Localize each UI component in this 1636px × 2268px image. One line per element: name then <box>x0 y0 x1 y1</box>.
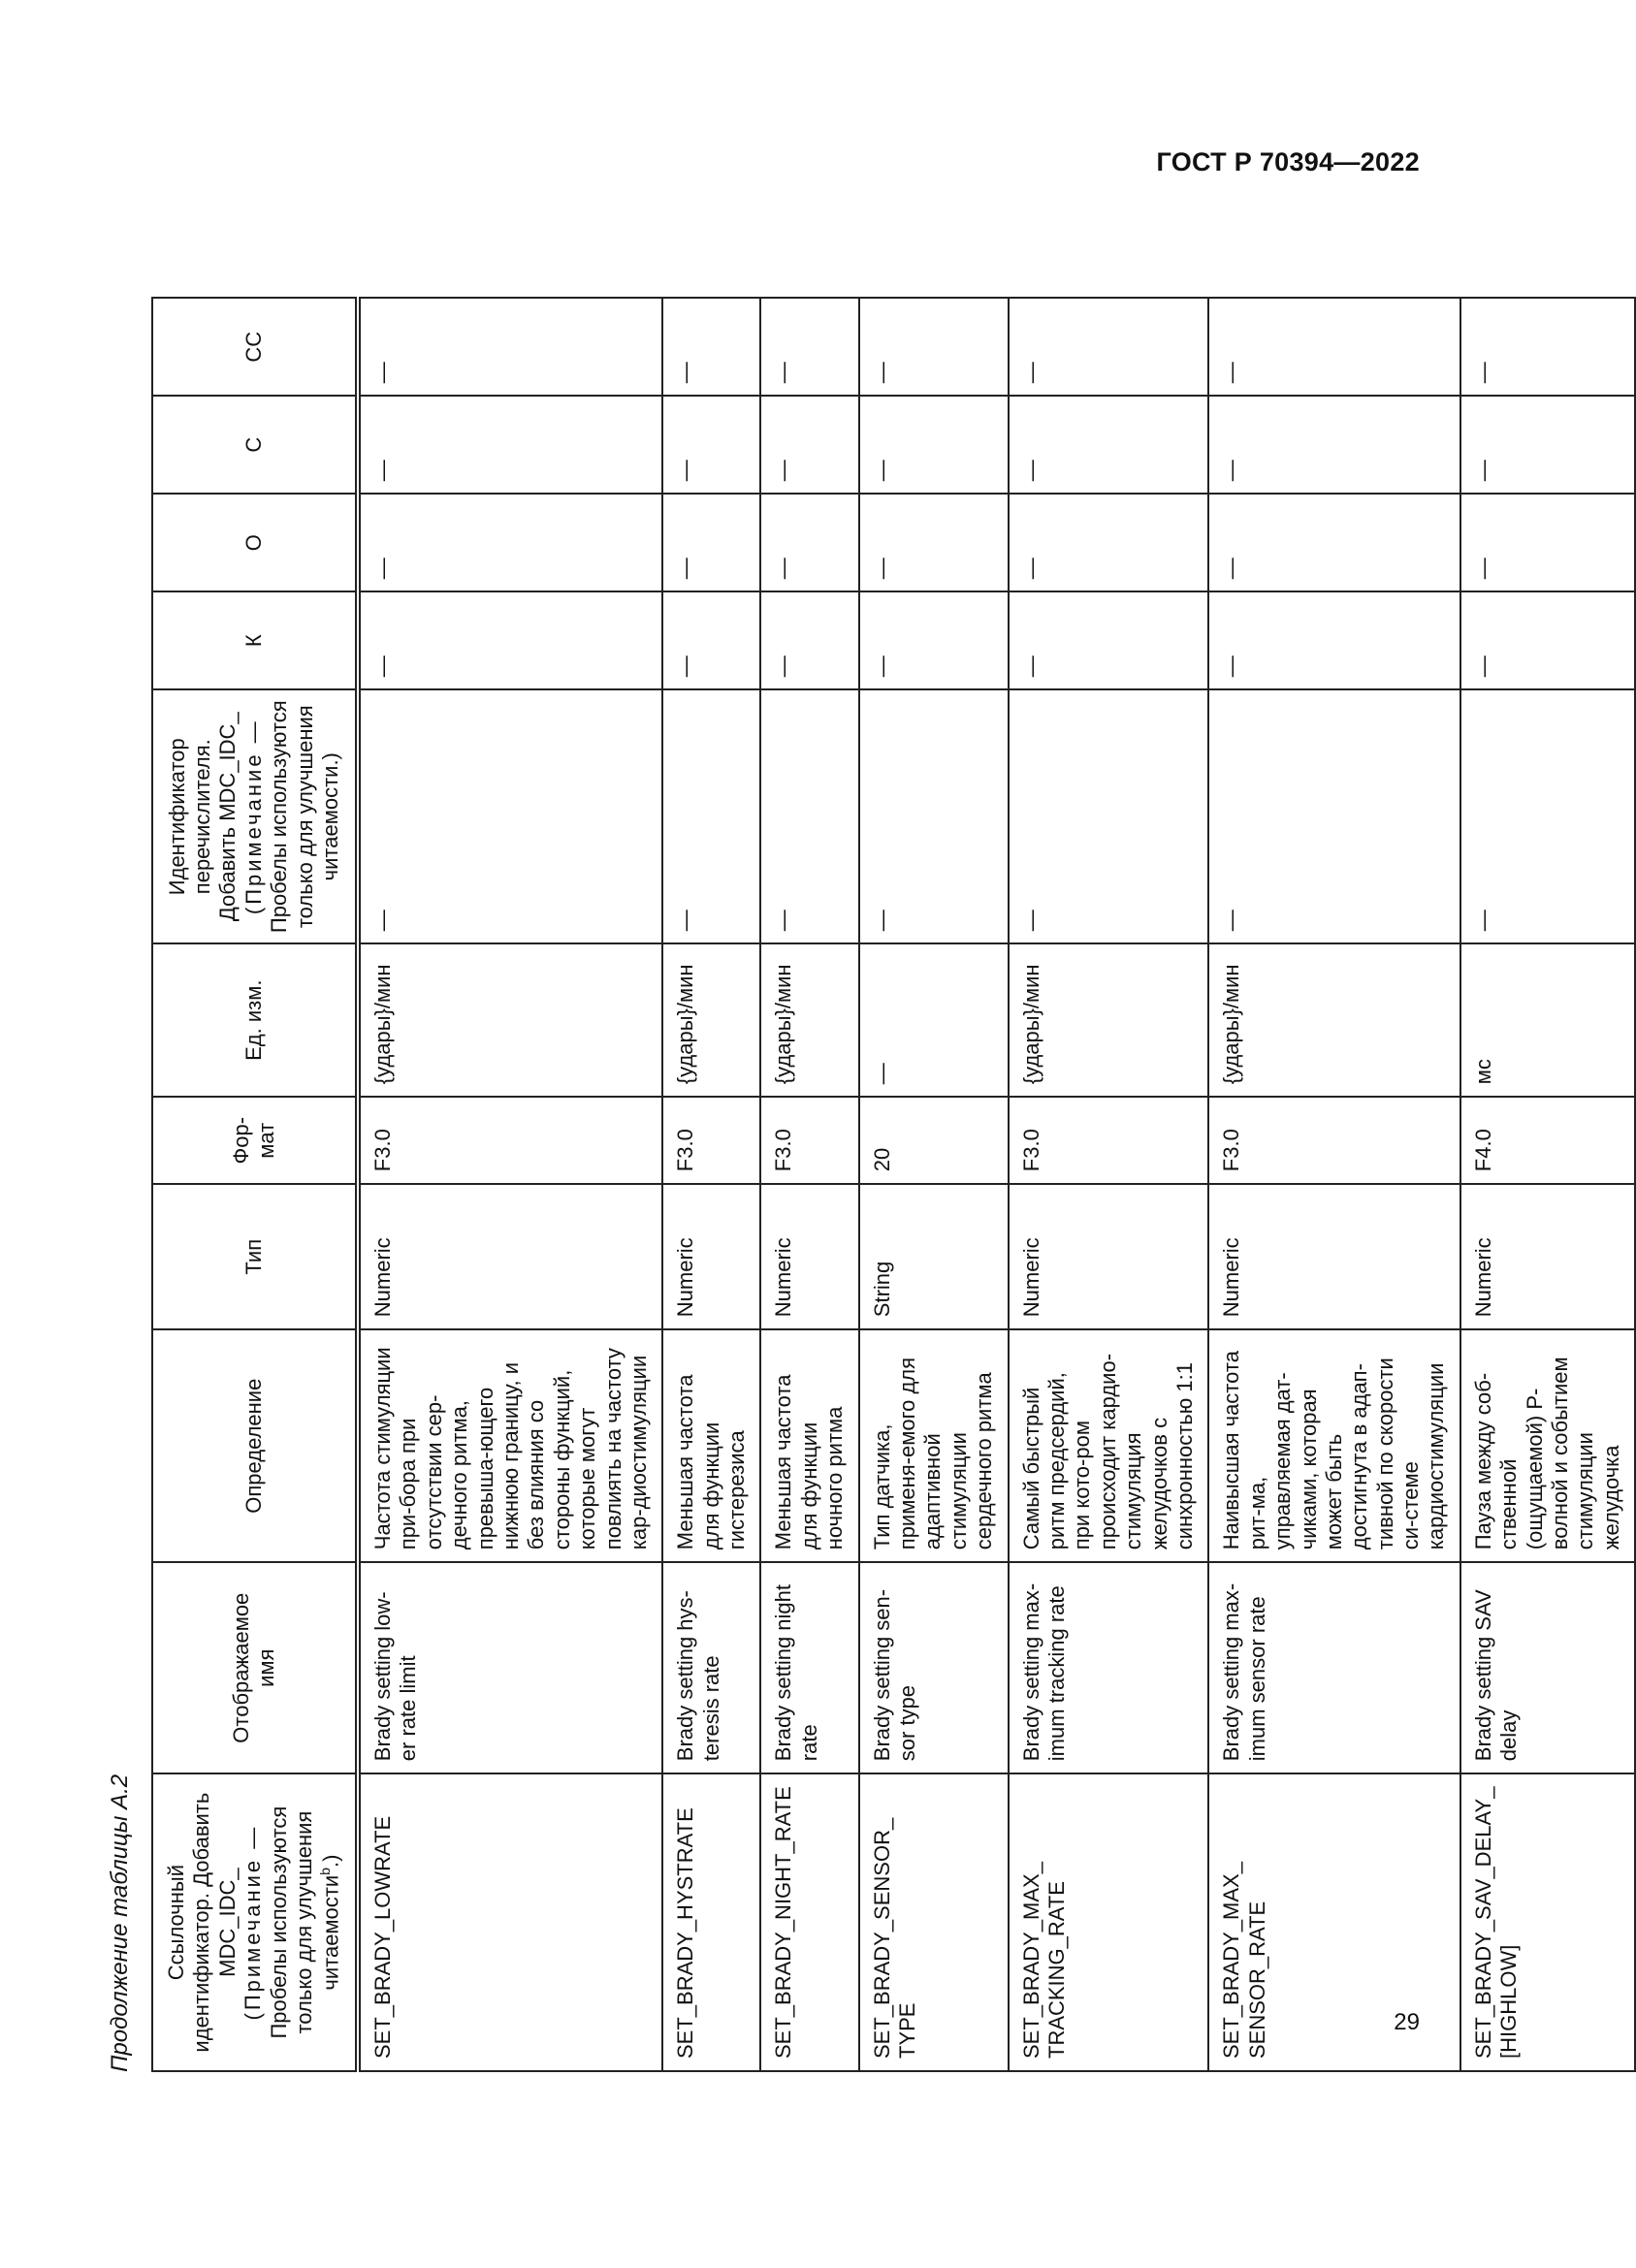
cell-c: — <box>662 396 760 494</box>
cell-format: F4.0 <box>1460 1097 1635 1184</box>
cell-k: — <box>760 591 858 689</box>
cell-k: — <box>1460 591 1635 689</box>
cell-enum-id: — <box>662 689 760 943</box>
cell-definition: Наивысшая частота рит-ма, управляемая дат-чиками, которая может быть достигнута в адап-тивной по скорости си-стеме кардиостимуляции <box>1208 1329 1460 1562</box>
cell-enum-id: — <box>1208 689 1460 943</box>
cell-c: — <box>1460 396 1635 494</box>
cell-format: F3.0 <box>358 1097 662 1184</box>
header-definition: Определение <box>152 1329 358 1562</box>
cell-definition: Частота стимуляции при-бора при отсутствии сер-дечного ритма, превыша-ющего нижнюю границу, и без влияния со стороны функций, которые могут повлиять на частоту кар-диостимуляции <box>358 1329 662 1562</box>
cell-ref-id: SET_BRADY_HYSTRATE <box>662 1773 760 2071</box>
cell-units: {удары}/мин <box>760 943 858 1097</box>
cell-ref-id: SET_BRADY_NIGHT_RATE <box>760 1773 858 2071</box>
table-row <box>859 298 1009 2071</box>
cell-format: F3.0 <box>662 1097 760 1184</box>
cell-ref-id: SET_BRADY_MAX_ SENSOR_RATE <box>1208 1773 1460 2071</box>
cell-enum-id: — <box>859 689 1009 943</box>
cell-c: — <box>760 396 858 494</box>
cell-definition: Тип датчика, применя-емого для адаптивной стимуляции сердечного ритма <box>859 1329 1009 1562</box>
cell-o: — <box>1009 494 1209 591</box>
table-row <box>662 298 760 2071</box>
cell-units: {удары}/мин <box>1009 943 1209 1097</box>
table-caption: Продолжение таблицы А.2 <box>107 1773 133 2072</box>
cell-type: Numeric <box>1460 1184 1635 1329</box>
cell-type: Numeric <box>760 1184 858 1329</box>
cell-units: {удары}/мин <box>1208 943 1460 1097</box>
cell-c: — <box>358 396 662 494</box>
cell-display-name: Brady setting hys-teresis rate <box>662 1562 760 1773</box>
cell-c: — <box>1208 396 1460 494</box>
cell-type: Numeric <box>1208 1184 1460 1329</box>
cell-type: Numeric <box>358 1184 662 1329</box>
cell-definition: Пауза между соб-ственной (ощущаемой) Р-волной и событием стимуляции желудочка <box>1460 1329 1635 1562</box>
cell-k: — <box>859 591 1009 689</box>
cell-display-name: Brady setting max-imum tracking rate <box>1009 1562 1209 1773</box>
cell-cc: — <box>1208 298 1460 396</box>
cell-ref-id: SET_BRADY_SENSOR_ TYPE <box>859 1773 1009 2071</box>
cell-cc: — <box>760 298 858 396</box>
parameters-table <box>151 297 1636 2072</box>
cell-cc: — <box>358 298 662 396</box>
header-k: К <box>152 591 358 689</box>
cell-o: — <box>760 494 858 591</box>
cell-format: 20 <box>859 1097 1009 1184</box>
header-type: Тип <box>152 1184 358 1329</box>
cell-format: F3.0 <box>1208 1097 1460 1184</box>
cell-k: — <box>662 591 760 689</box>
header-c: С <box>152 396 358 494</box>
cell-units: {удары}/мин <box>358 943 662 1097</box>
cell-display-name: Brady setting low-er rate limit <box>358 1562 662 1773</box>
table-row <box>358 298 662 2071</box>
cell-k: — <box>1009 591 1209 689</box>
cell-format: F3.0 <box>760 1097 858 1184</box>
cell-c: — <box>1009 396 1209 494</box>
cell-ref-id: SET_BRADY_MAX_ TRACKING_RATE <box>1009 1773 1209 2071</box>
cell-display-name: Brady setting SAV delay <box>1460 1562 1635 1773</box>
cell-format: F3.0 <box>1009 1097 1209 1184</box>
cell-enum-id: — <box>1460 689 1635 943</box>
cell-enum-id: — <box>358 689 662 943</box>
table-row <box>1208 298 1460 2071</box>
header-cc: СС <box>152 298 358 396</box>
table-row <box>1460 298 1635 2071</box>
cell-definition: Меньшая частота для функции ночного ритма <box>760 1329 858 1562</box>
header-format: Фор-мат <box>152 1097 358 1184</box>
cell-display-name: Brady setting sen-sor type <box>859 1562 1009 1773</box>
cell-cc: — <box>1009 298 1209 396</box>
cell-definition: Самый быстрый ритм предсердий, при кото-ром происходит кардио-стимуляция желудочков с синхронностью 1:1 <box>1009 1329 1209 1562</box>
cell-units: {удары}/мин <box>662 943 760 1097</box>
standard-number: ГОСТ Р 70394—2022 <box>1156 147 1420 176</box>
cell-enum-id: — <box>1009 689 1209 943</box>
cell-k: — <box>358 591 662 689</box>
header-enum-id: Идентификатор перечислителя. Добавить MDC_IDC_ (Примечание — Пробелы используются только для улучшения читаемости.) <box>152 689 358 943</box>
cell-definition: Меньшая частота для функции гистерезиса <box>662 1329 760 1562</box>
cell-type: Numeric <box>662 1184 760 1329</box>
table-row <box>1009 298 1209 2071</box>
page-number: 29 <box>1394 2009 1420 2035</box>
cell-c: — <box>859 396 1009 494</box>
header-display-name: Отображаемое имя <box>152 1562 358 1773</box>
cell-enum-id: — <box>760 689 858 943</box>
cell-type: Numeric <box>1009 1184 1209 1329</box>
cell-o: — <box>1460 494 1635 591</box>
cell-units: мс <box>1460 943 1635 1097</box>
cell-type: String <box>859 1184 1009 1329</box>
cell-cc: — <box>1460 298 1635 396</box>
table-row <box>760 298 858 2071</box>
cell-k: — <box>1208 591 1460 689</box>
cell-o: — <box>859 494 1009 591</box>
cell-ref-id: SET_BRADY_SAV_DELAY_ [HIGHLOW] <box>1460 1773 1635 2071</box>
cell-o: — <box>1208 494 1460 591</box>
cell-units: — <box>859 943 1009 1097</box>
header-units: Ед. изм. <box>152 943 358 1097</box>
cell-o: — <box>358 494 662 591</box>
header-ref-id: Ссылочный идентификатор. Добавить MDC_IDC_ (Примечание — Пробелы используются только для улучшения читаемости$^b$.) <box>152 1773 358 2071</box>
cell-cc: — <box>662 298 760 396</box>
cell-o: — <box>662 494 760 591</box>
cell-cc: — <box>859 298 1009 396</box>
header-o: О <box>152 494 358 591</box>
header-row <box>152 298 358 2071</box>
cell-ref-id: SET_BRADY_LOWRATE <box>358 1773 662 2071</box>
cell-display-name: Brady setting night rate <box>760 1562 858 1773</box>
cell-display-name: Brady setting max-imum sensor rate <box>1208 1562 1460 1773</box>
